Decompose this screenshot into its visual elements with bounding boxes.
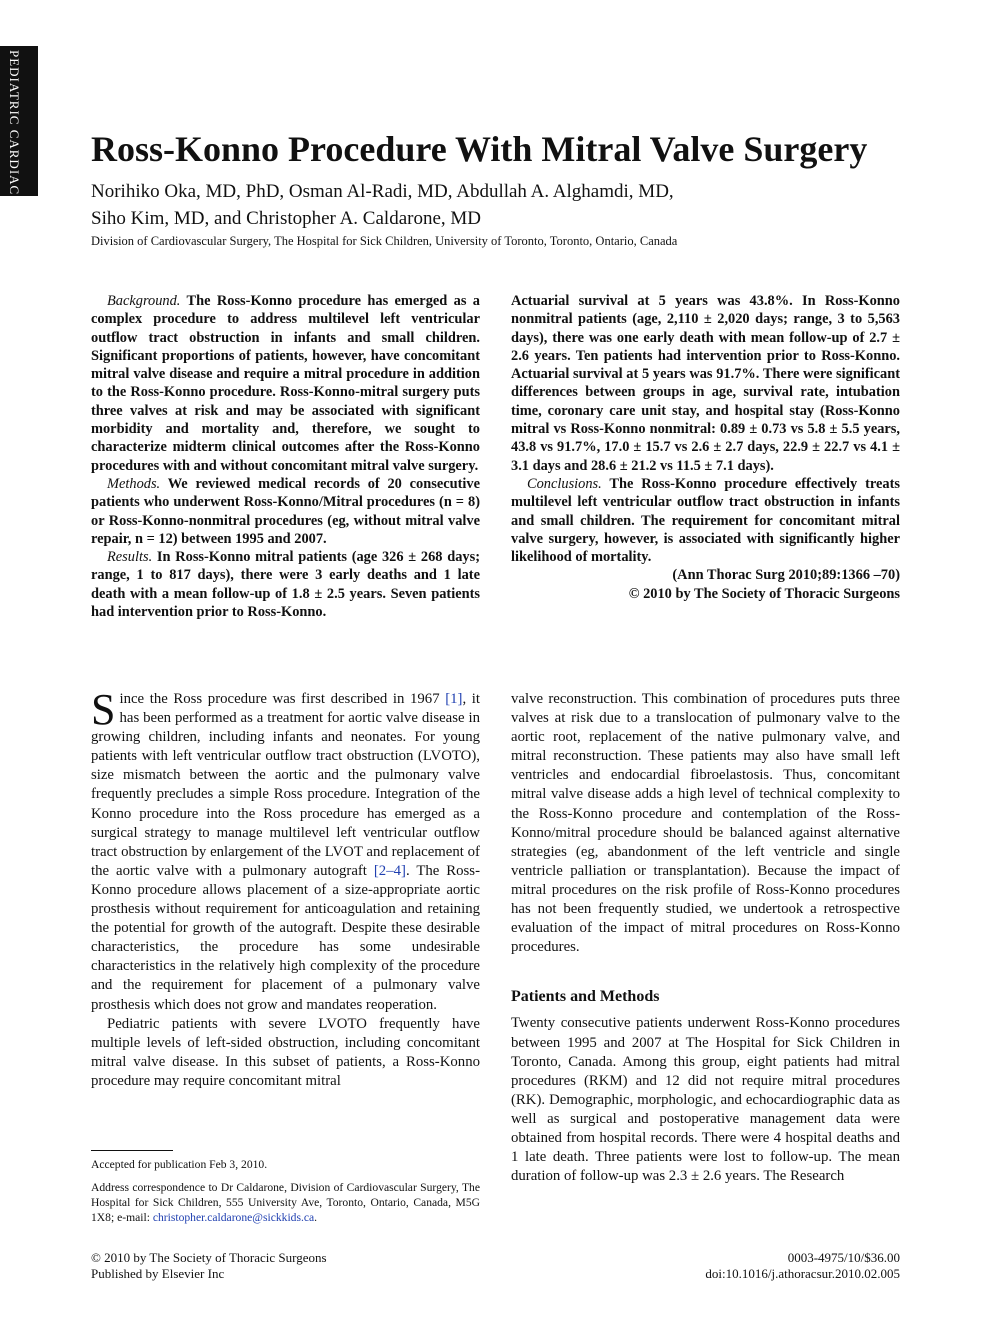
paragraph-2-continued: valve reconstruction. This combination of procedures puts three valves at risk due to a translocation of pulmonary valve to the aortic root, replacement of the native pulmonary valve, and mitral reconstruction. These patients may also have small left ventricles and endocardial fibroelastosis. Thus, concomitant mitral valve disease adds a high level of technical complexity to the Ross-Konno procedure and contemplation of the Ross-Konno/mitral procedure should be balanced against alternative strategies (eg, abandonment of the left ventricle and single ventricle palliation or transplantation). Because the impact of mitral procedures on the risk profile of Ross-Konno procedures has not been frequently studied, we undertook a retrospective evaluation of the impact of mitral procedures on Ross-Konno procedures. xyxy=(511,691,900,956)
background-label: Background. xyxy=(107,293,181,309)
conclusions-text: The Ross-Konno procedure effectively treats multilevel left ventricular outflow tract obstruction in infants and small children. The requirement for concomitant mitral valve surgery, however, is associated with significantly higher likelihood of mortality. xyxy=(511,475,900,566)
body-left-column xyxy=(91,685,480,1091)
abstract-copyright: © 2010 by The Society of Thoracic Surgeons xyxy=(628,585,900,602)
footer-copyright: © 2010 by The Society of Thoracic Surgeons xyxy=(91,1250,327,1265)
footnote-accepted: Accepted for publication Feb 3, 2010. xyxy=(91,1158,268,1171)
results-text-1: In Ross-Konno mitral patients (age 326 ± 268 days; range, 1 to 817 days), there were 3 early deaths and 1 late death with a mean follow-up of 1.8 ± 2.5 years. Seven patients had intervention prior to Ross-Konno. xyxy=(91,549,480,621)
authors-line-1: Norihiko Oka, MD, PhD, Osman Al-Radi, MD, Abdullah A. Alghamdi, MD, xyxy=(91,181,674,202)
abstract-background xyxy=(91,292,480,475)
abstract-conclusions xyxy=(511,475,900,566)
body-right-column xyxy=(511,690,900,1186)
article-title: Ross-Konno Procedure With Mitral Valve Surgery xyxy=(91,129,868,169)
footnote-divider xyxy=(91,1150,173,1151)
abstract-results-continued: Actuarial survival at 5 years was 43.8%. In Ross-Konno nonmitral patients (age, 2,110 ± 2,020 days; range, 3 to 5,563 days), there was one early death with mean follow-up of 2.7 ± 2.6 years. Ten patients had intervention prior to Ross-Konno. Actuarial survival at 5 years was 91.7%. There were significant differences between groups in age, survival rate, intubation time, coronary care unit stay, and hospital stay (Ross-Konno mitral vs Ross-Konno nonmitral: 0.89 ± 0.73 vs 5.8 ± 5.5 years, 43.8 vs 91.7%, 17.0 ± 15.7 vs 2.6 ± 2.7 days, 22.9 ± 22.7 vs 4.1 ± 3.1 days and 28.6 ± 21.2 vs 11.5 ± 7.1 days). xyxy=(511,293,900,474)
journal-citation: (Ann Thorac Surg 2010;89:1366 –70) xyxy=(672,567,900,584)
results-label: Results. xyxy=(107,549,153,566)
methods-text: We reviewed medical records of 20 consecutive patients who underwent Ross-Konno/Mitral procedures (n = 8) or Ross-Konno-nonmitral procedures (eg, without mitral valve repair, n = 12) between 1995 and 2007. xyxy=(91,475,480,547)
section-side-tab xyxy=(0,46,38,196)
paragraph-2: Pediatric patients with severe LVOTO frequently have multiple levels of left-sided obstruction, including concomitant mitral valve disease. In this subset of patients, a Ross-Konno procedure may require concomitant mitral xyxy=(91,1015,480,1089)
methods-label: Methods. xyxy=(107,475,161,492)
affiliation: Division of Cardiovascular Surgery, The Hospital for Sick Children, University of Toronto, Toronto, Ontario, Canada xyxy=(91,234,678,248)
footer-left xyxy=(91,1250,327,1282)
abstract-results xyxy=(91,548,480,621)
correspondence-text: Address correspondence to Dr Caldarone, Division of Cardiovascular Surgery, The Hospital for Sick Children, 555 University Ave, Toronto, Ontario, Canada, M5G 1X8; e-mail: xyxy=(91,1181,480,1224)
intro-text-c: . The Ross-Konno procedure allows placement of a size-appropriate aortic prosthesis without requirement for anticoagulation and retaining the potential for growth of the autograft. Despite these desirable characteristics, the procedure has some undesirable characteristics in the relatively high complexity of the procedure and the requirement for placement of a pulmonary valve prosthesis which does not grow and mandates reoperation. xyxy=(91,862,480,1013)
abstract-left-column xyxy=(91,292,480,621)
intro-paragraph xyxy=(91,685,480,1015)
author-list xyxy=(91,178,674,232)
section-heading-patients-methods: Patients and Methods xyxy=(511,988,660,1006)
paragraph-3: Twenty consecutive patients underwent Ross-Konno procedures between 1995 and 2007 at The Hospital for Sick Children in Toronto, Canada. Among this group, eight patients had mitral procedures (RKM) and 12 did not require mitral procedures (RK). Demographic, morphologic, and echocardiographic data as well as surgical and postoperative management data were obtained from hospital records. There were 4 hospital deaths and 1 late death. Three patients were lost to follow-up. The mean duration of follow-up was 2.3 ± 2.6 years. The Research xyxy=(511,1015,900,1185)
reference-link-2-4[interactable]: [2–4] xyxy=(373,862,406,879)
abstract-methods xyxy=(91,475,480,548)
footer-publisher: Published by Elsevier Inc xyxy=(91,1266,225,1281)
footer-right xyxy=(705,1250,900,1282)
abstract-right-column xyxy=(511,292,900,603)
footer-doi: doi:10.1016/j.athoracsur.2010.02.005 xyxy=(705,1266,900,1281)
side-tab-label: PEDIATRIC CARDIAC xyxy=(7,50,22,196)
footer-issn: 0003-4975/10/$36.00 xyxy=(787,1250,900,1265)
drop-cap: S xyxy=(91,685,116,734)
correspondence-end: . xyxy=(314,1211,318,1224)
authors-line-2: Siho Kim, MD, and Christopher A. Caldarone, MD xyxy=(91,208,482,229)
conclusions-label: Conclusions. xyxy=(527,475,602,492)
reference-link-1[interactable]: [1] xyxy=(445,691,463,707)
intro-text-b: , it has been performed as a treatment for aortic valve disease in growing children, including infants and neonates. For young patients with left ventricular outflow tract obstruction (LVOTO), size mismatch between the aortic and the pulmonary valve frequently precludes a simple Ross procedure. Integration of the Konno procedure into the Ross procedure has emerged as a surgical strategy to manage multilevel left ventricular outflow tract obstruction by enlargement of the LVOT and replacement of the aortic valve with a pulmonary autograft xyxy=(91,691,480,879)
footnote-correspondence xyxy=(91,1180,480,1225)
email-link[interactable]: christopher.caldarone@sickkids.ca xyxy=(152,1211,315,1224)
background-text: The Ross-Konno procedure has emerged as a complex procedure to address multilevel left ventricular outflow tract obstruction in infants and small children. Significant proportions of patients, however, have concomitant mitral valve disease and require a mitral procedure in addition to the Ross-Konno procedure. Ross-Konno-mitral surgery puts three valves at risk and may be associated with significant morbidity and mortality and, therefore, we sought to characterize midterm clinical outcomes after the Ross-Konno procedures with and without concomitant mitral valve surgery. xyxy=(91,293,480,474)
intro-text-a: ince the Ross procedure was first described in 1967 xyxy=(119,691,446,707)
